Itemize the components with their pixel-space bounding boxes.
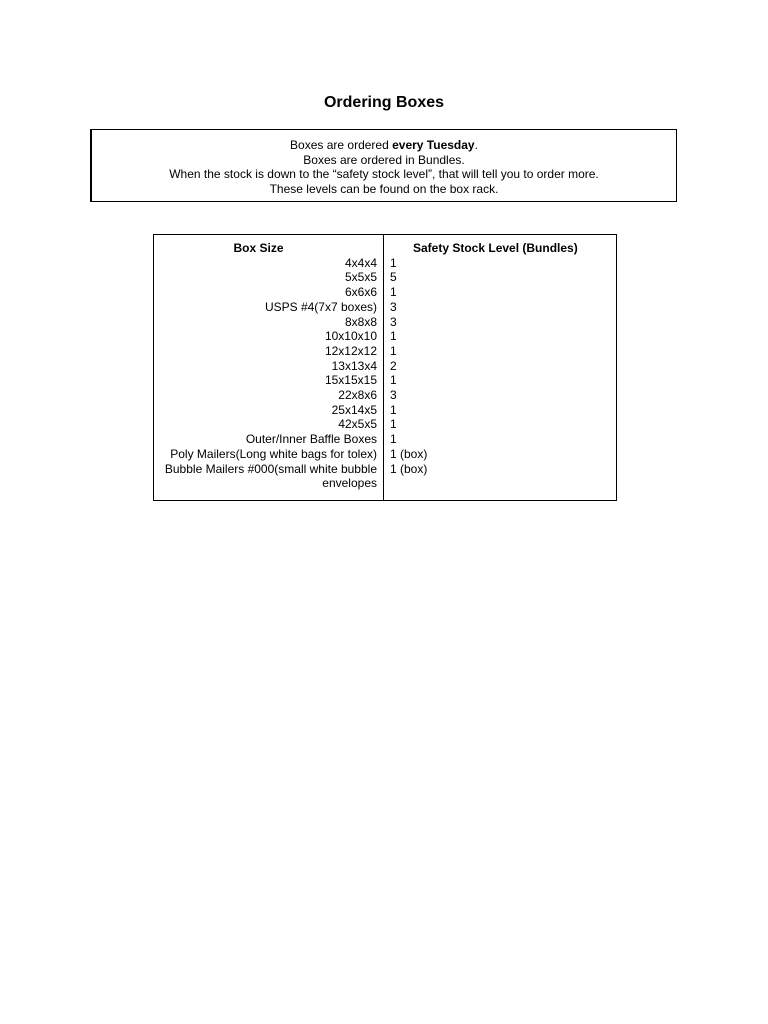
- box-size-cell: 25x14x5: [331, 402, 377, 417]
- safety-level-cell: 3: [390, 299, 397, 314]
- box-size-column: [154, 235, 384, 500]
- info-line-3: When the stock is down to the “safety stock level”, that will tell you to order more.: [169, 167, 599, 182]
- box-size-cell: Bubble Mailers #000(small white bubble envelopes: [164, 461, 377, 491]
- box-size-cell: 12x12x12: [324, 343, 377, 358]
- safety-level-cell: 1: [390, 329, 397, 344]
- safety-level-cell: 3: [390, 314, 397, 329]
- info-line-2: Boxes are ordered in Bundles.: [303, 152, 465, 167]
- safety-level-cell: 2: [390, 358, 397, 373]
- safety-level-cell: 5: [390, 270, 397, 285]
- box-size-cell: 10x10x10: [324, 329, 377, 344]
- safety-stock-table: [153, 234, 617, 501]
- safety-level-cell: 1 (box): [390, 446, 428, 461]
- safety-level-cell: 1: [390, 343, 397, 358]
- safety-level-cell: 3: [390, 388, 397, 403]
- box-size-cell: 6x6x6: [344, 285, 377, 300]
- safety-level-column: [384, 235, 616, 500]
- box-size-cell: USPS #4(7x7 boxes): [264, 299, 377, 314]
- safety-level-cell: 1: [390, 285, 397, 300]
- info-line-1-suffix: .: [474, 138, 478, 152]
- box-size-cell: 15x15x15: [324, 373, 377, 388]
- info-line-1-prefix: Boxes are ordered: [290, 138, 393, 152]
- safety-level-cell: 1: [390, 417, 397, 432]
- box-size-cell: 4x4x4: [344, 255, 377, 270]
- safety-level-cell: 1: [390, 373, 397, 388]
- page-title: Ordering Boxes: [323, 94, 445, 111]
- safety-level-cell: 1 (box): [390, 461, 428, 476]
- info-line-1: [92, 138, 676, 153]
- box-size-cell: 8x8x8: [344, 314, 377, 329]
- safety-level-cell: 1: [390, 402, 397, 417]
- box-size-cell: 42x5x5: [338, 417, 377, 432]
- safety-level-header: Safety Stock Level (Bundles): [413, 241, 578, 255]
- box-size-cell: 13x13x4: [331, 358, 377, 373]
- info-box: [90, 129, 677, 202]
- box-size-cell: 5x5x5: [344, 270, 377, 285]
- info-line-1-bold: every Tuesday: [392, 138, 475, 152]
- safety-level-cell: 1: [390, 255, 397, 270]
- safety-level-cell: 1: [390, 432, 397, 447]
- info-line-4: These levels can be found on the box rack.: [269, 181, 499, 196]
- box-size-cell: Poly Mailers(Long white bags for tolex): [170, 446, 377, 461]
- box-size-header: Box Size: [233, 241, 284, 255]
- box-size-cell: 22x8x6: [338, 388, 377, 403]
- box-size-cell: Outer/Inner Baffle Boxes: [245, 432, 377, 447]
